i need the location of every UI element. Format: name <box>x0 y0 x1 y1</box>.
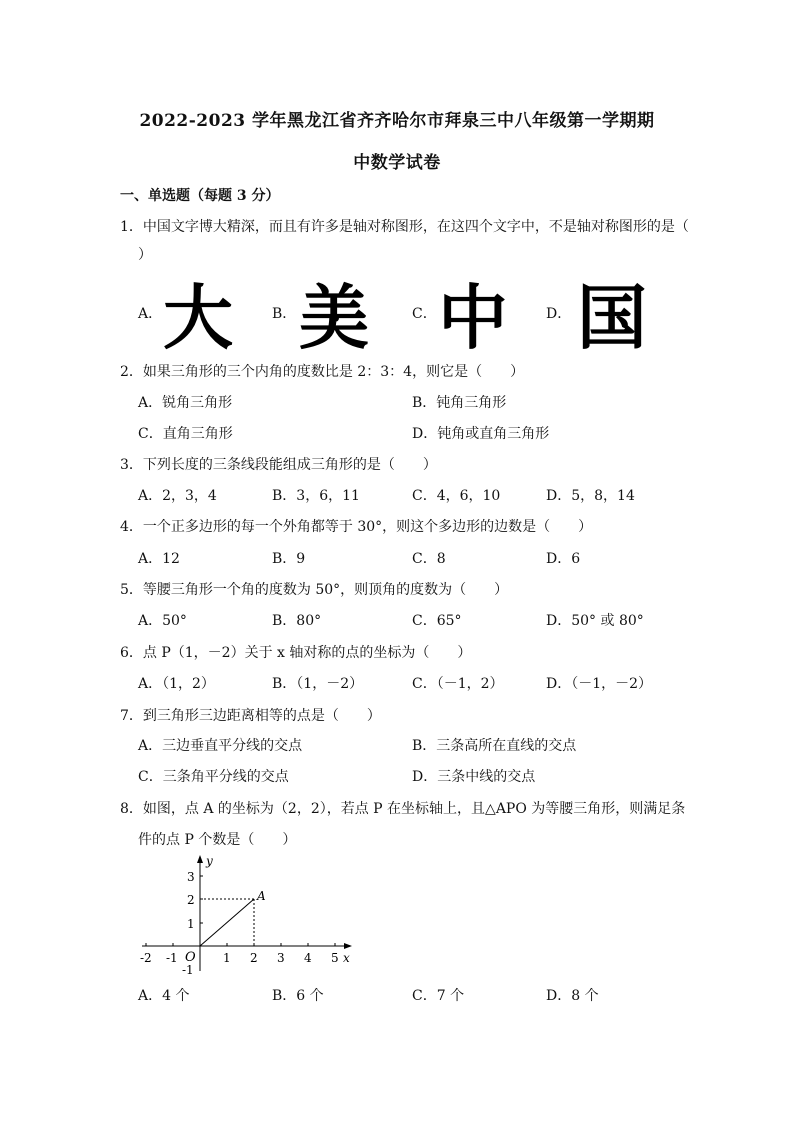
x-tick-label: 1 <box>223 951 231 965</box>
y-axis-label: y <box>206 854 213 868</box>
q7-option-b: B．三条高所在直线的交点 <box>412 738 577 754</box>
y-axis-arrow <box>197 855 203 863</box>
q1-option-d-glyph <box>572 278 652 358</box>
q5-option-b: B．80° <box>272 613 322 629</box>
x-tick-label: 3 <box>277 951 285 965</box>
q1-option-b-label: B． <box>272 306 297 322</box>
q6-option-d: D．（－1，－2） <box>546 676 653 692</box>
origin-label: O <box>185 950 196 965</box>
x-tick-label: -2 <box>140 951 152 965</box>
q2-option-d: D．钝角或直角三角形 <box>412 426 550 442</box>
q6-option-a: A．（1，2） <box>138 676 215 692</box>
segment-oa <box>200 899 254 946</box>
q1-char-d: 国 <box>577 277 647 359</box>
section-heading: 一、单选题（每题 3 分） <box>120 188 280 204</box>
q4-option-d: D．6 <box>546 551 581 567</box>
x-axis-arrow <box>344 943 352 949</box>
question-1-text-cont: ） <box>138 247 152 263</box>
exam-title-line1: 2022-2023 学年黑龙江省齐齐哈尔市拜泉三中八年级第一学期期 <box>139 111 655 131</box>
q7-option-c: C．三条角平分线的交点 <box>138 769 289 785</box>
y-tick-label: 3 <box>187 870 195 884</box>
q4-option-a: A．12 <box>138 551 180 567</box>
x-axis-label: x <box>343 951 350 965</box>
exam-title-line2: 中数学试卷 <box>353 153 441 173</box>
question-8-text-cont: 件的点 P 个数是（ ） <box>138 832 297 848</box>
q1-char-a: 大 <box>163 277 233 359</box>
q1-option-b-glyph <box>294 278 374 358</box>
q8-option-b: B．6 个 <box>272 988 324 1004</box>
q6-option-b: B．（1，－2） <box>272 676 364 692</box>
q1-option-c-label: C． <box>412 306 437 322</box>
q5-option-a: A．50° <box>138 613 187 629</box>
question-8-text: 8．如图，点 A 的坐标为（2，2），若点 P 在坐标轴上，且△APO 为等腰三角形，则满足条 <box>120 801 686 817</box>
x-tick-label: 2 <box>250 951 258 965</box>
q8-option-c: C．7 个 <box>412 988 465 1004</box>
q1-char-c: 中 <box>438 277 508 359</box>
q3-option-a: A．2，3，4 <box>138 488 217 504</box>
question-3-text: 3．下列长度的三条线段能组成三角形的是（ ） <box>120 457 437 473</box>
y-tick-label: 1 <box>187 917 195 931</box>
q3-option-b: B．3，6，11 <box>272 488 360 504</box>
q8-option-d: D．8 个 <box>546 988 599 1004</box>
q2-option-b: B．钝角三角形 <box>412 395 507 411</box>
y-tick-label: -1 <box>182 963 194 977</box>
question-7-text: 7．到三角形三边距离相等的点是（ ） <box>120 708 381 724</box>
q1-option-d-label: D． <box>546 306 572 322</box>
q7-option-d: D．三条中线的交点 <box>412 769 536 785</box>
q8-option-a: A．4 个 <box>138 988 190 1004</box>
q2-option-c: C．直角三角形 <box>138 426 233 442</box>
q5-option-d: D．50° 或 80° <box>546 613 644 629</box>
q1-option-a-glyph <box>158 278 238 358</box>
q3-option-c: C．4，6，10 <box>412 488 501 504</box>
q1-option-c-glyph <box>433 278 513 358</box>
point-a-label: A <box>257 889 266 903</box>
q1-char-b: 美 <box>299 277 369 359</box>
question-6-text: 6．点 P（1，－2）关于 x 轴对称的点的坐标为（ ） <box>120 645 472 661</box>
x-tick-label: -1 <box>166 951 178 965</box>
question-4-text: 4．一个正多边形的每一个外角都等于 30°，则这个多边形的边数是（ ） <box>120 519 593 535</box>
question-1-text: 1．中国文字博大精深，而且有许多是轴对称图形，在这四个文字中，不是轴对称图形的是（ <box>120 219 689 235</box>
q1-option-a-label: A． <box>138 306 163 322</box>
q3-option-d: D．5，8，14 <box>546 488 635 504</box>
q6-option-c: C．（－1，2） <box>412 676 504 692</box>
question-5-text: 5．等腰三角形一个角的度数为 50°，则顶角的度数为（ ） <box>120 582 509 598</box>
q5-option-c: C．65° <box>412 613 462 629</box>
q8-coordinate-figure <box>130 853 365 981</box>
q4-option-c: C．8 <box>412 551 446 567</box>
q4-option-b: B．9 <box>272 551 306 567</box>
q2-option-a: A．锐角三角形 <box>138 395 233 411</box>
question-2-text: 2．如果三角形的三个内角的度数比是 2：3：4，则它是（ ） <box>120 364 525 380</box>
x-tick-label: 4 <box>304 951 312 965</box>
x-tick-label: 5 <box>331 951 339 965</box>
q7-option-a: A．三边垂直平分线的交点 <box>138 738 303 754</box>
y-tick-label: 2 <box>187 893 195 907</box>
